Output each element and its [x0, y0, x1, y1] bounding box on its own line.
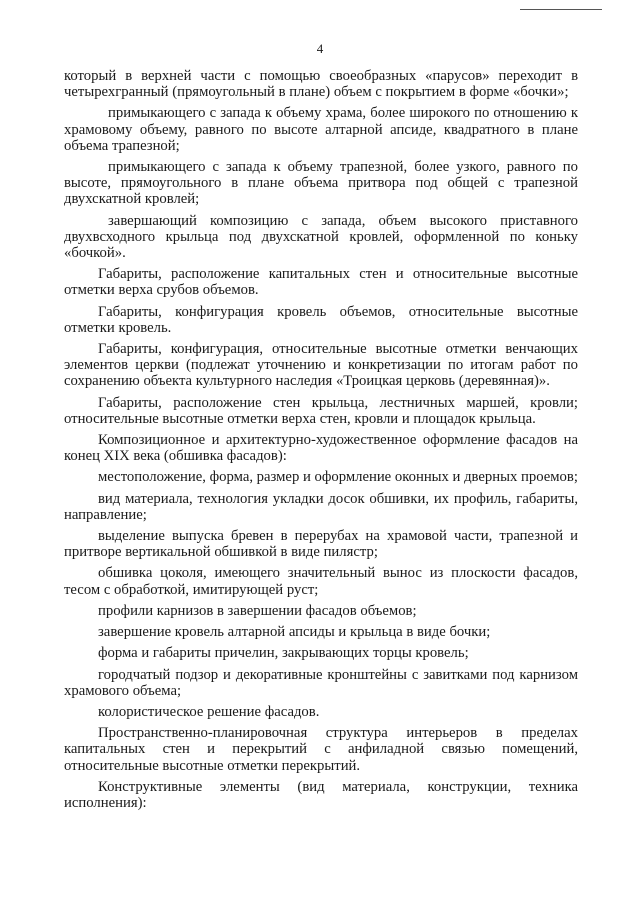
paragraph: Габариты, конфигурация кровель объемов, относительные высотные отметки кровель. — [64, 303, 578, 336]
list-item: городчатый подзор и декоративные кронштейны с завитками под карнизом храмового объема; — [64, 666, 578, 699]
header-rule — [520, 9, 602, 10]
list-item: вид материала, технология укладки досок обшивки, их профиль, габариты, направление; — [64, 490, 578, 523]
paragraph: Габариты, расположение стен крыльца, лестничных маршей, кровли; относительные высотные отметки верха стен, кровли и площадок крыльца. — [64, 394, 578, 427]
list-item: местоположение, форма, размер и оформление оконных и дверных проемов; — [98, 469, 578, 486]
list-item: колористическое решение фасадов. — [98, 703, 320, 720]
paragraph: Пространственно-планировочная структура интерьеров в пределах капитальных стен и перекрытий с анфиладной связью помещений, относительные высотные отметки перекрытий. — [64, 725, 578, 774]
paragraph: Композиционное и архитектурно-художественное оформление фасадов на конец XIX века (обшивка фасадов): — [64, 432, 578, 465]
paragraph: Габариты, расположение капитальных стен и относительные высотные отметки верха срубов объемов. — [64, 266, 578, 299]
paragraph: Конструктивные элементы (вид материала, конструкции, техника исполнения): — [64, 778, 578, 811]
paragraph: примыкающего с запада к объему храма, более широкого по отношению к храмовому объему, равного по высоте алтарной апсиде, квадратного в плане объема трапезной; — [64, 105, 578, 154]
list-item: форма и габариты причелин, закрывающих торцы кровель; — [98, 645, 469, 662]
list-item: обшивка цоколя, имеющего значительный вынос из плоскости фасадов, тесом с обработкой, имитирующей руст; — [64, 565, 578, 598]
document-body — [64, 68, 578, 816]
paragraph: который в верхней части с помощью своеобразных «парусов» переходит в четырехгранный (прямоугольный в плане) объем с покрытием в форме «бочки»; — [64, 68, 578, 101]
paragraph: примыкающего с запада к объему трапезной, более узкого, равного по высоте, прямоугольного в плане объема притвора под общей с трапезной двухскатной кровлей; — [64, 159, 578, 208]
paragraph: завершающий композицию с запада, объем высокого приставного двухвсходного крыльца под двухскатной кровлей, оформленной по коньку «бочкой». — [64, 212, 578, 262]
list-item: завершение кровель алтарной апсиды и крыльца в виде бочки; — [98, 624, 491, 641]
list-item: профили карнизов в завершении фасадов объемов; — [98, 602, 417, 619]
paragraph: Габариты, конфигурация, относительные высотные отметки венчающих элементов церкви (подлежат уточнению и конкретизации по итогам работ по сохранению объекта культурного наследия «Троицкая церковь (деревянная)». — [64, 341, 578, 390]
list-item: выделение выпуска бревен в перерубах на храмовой части, трапезной и притворе вертикальной обшивкой в виде пилястр; — [64, 528, 578, 561]
page-number: 4 — [316, 41, 324, 56]
